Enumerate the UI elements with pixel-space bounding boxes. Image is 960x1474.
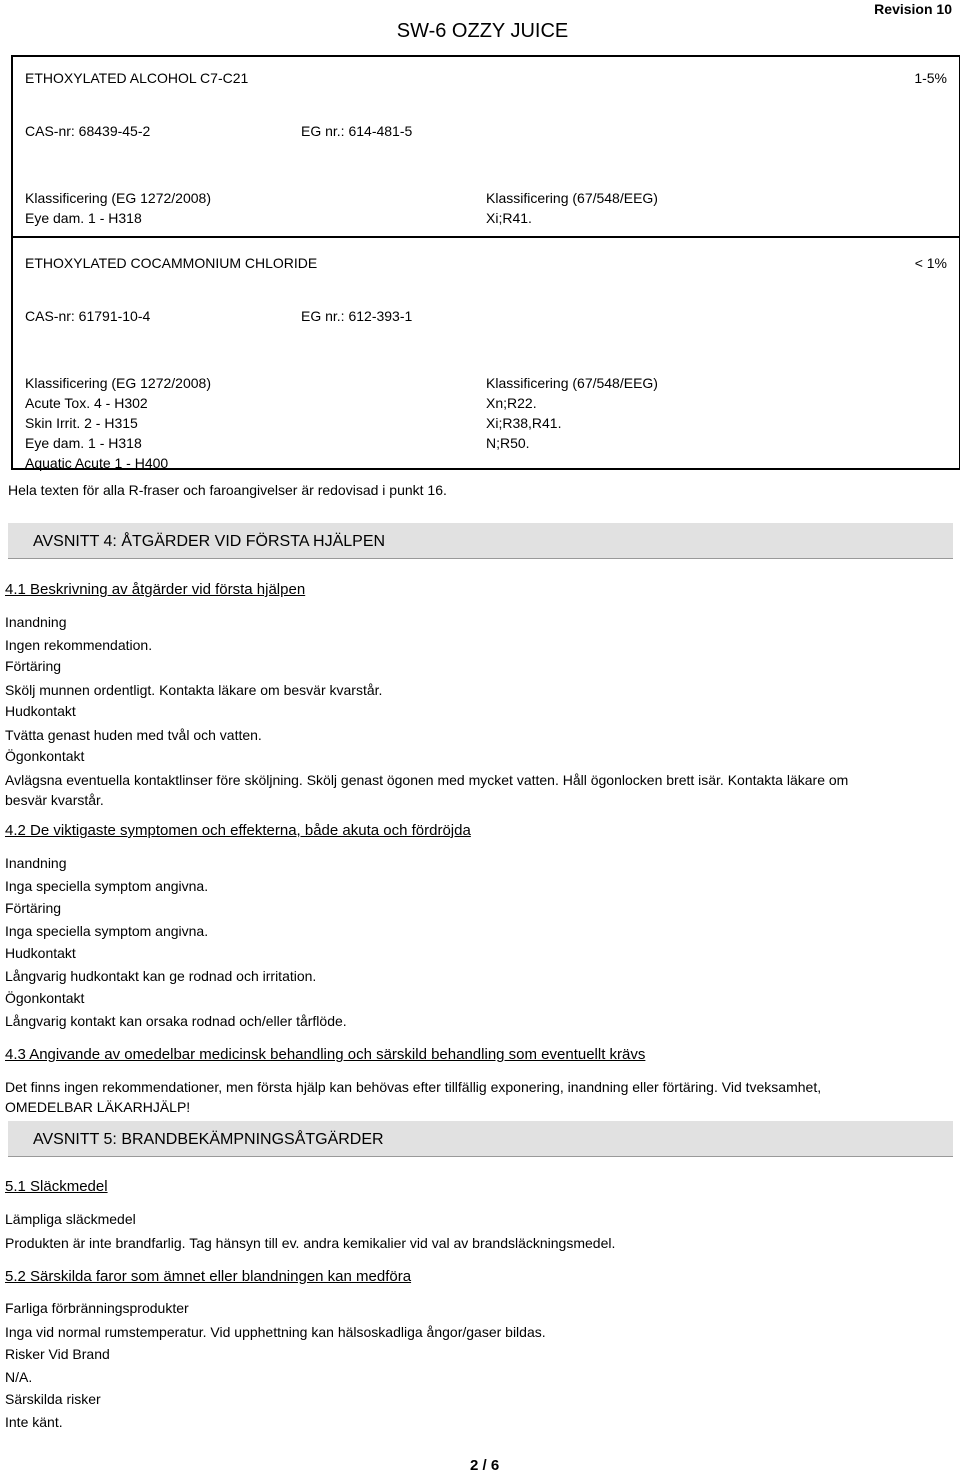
clp-classification-title: Klassificering (EG 1272/2008) (25, 375, 211, 391)
clp-classification-item: Aquatic Acute 1 - H400 (25, 455, 169, 471)
eg-number: EG nr.: 612-393-1 (301, 308, 413, 324)
value-extinguishing-media: Produkten är inte brandfarlig. Tag hänsyn till ev. andra kemikalier vid val av brandsläckningsmedel. (5, 1235, 616, 1251)
value-combustion-products: Inga vid normal rumstemperatur. Vid upphettning kan hälsoskadliga ångor/gaser bildas. (5, 1324, 546, 1340)
value-inhalation: Inga speciella symptom angivna. (5, 878, 209, 894)
page-number: 2 / 6 (470, 1457, 500, 1474)
section-4-title: AVSNITT 4: ÅTGÄRDER VID FÖRSTA HJÄLPEN (33, 533, 386, 550)
section-4-header (8, 523, 953, 559)
value-inhalation: Ingen rekommendation. (5, 637, 153, 653)
subsection-4-2-title: 4.2 De viktigaste symptomen och effekterna, både akuta och fördröjda (5, 822, 471, 839)
value-fire-risks: N/A. (5, 1369, 33, 1385)
value-ingestion: Inga speciella symptom angivna. (5, 923, 209, 939)
label-skin-contact: Hudkontakt (5, 945, 76, 961)
component-name: ETHOXYLATED COCAMMONIUM CHLORIDE (25, 255, 318, 271)
dsd-classification-title: Klassificering (67/548/EEG) (486, 375, 658, 391)
treatment-text-cont: OMEDELBAR LÄKARHJÄLP! (5, 1099, 191, 1115)
eg-number: EG nr.: 614-481-5 (301, 123, 413, 139)
revision-label: Revision 10 (874, 1, 952, 17)
label-special-risks: Särskilda risker (5, 1391, 101, 1407)
value-eye-contact: Avlägsna eventuella kontaktlinser före sköljning. Skölj genast ögonen med mycket vatten. Håll ögonlocken brett isär. Kontakta läkare om (5, 772, 849, 788)
value-ingestion: Skölj munnen ordentligt. Kontakta läkare om besvär kvarstår. (5, 682, 383, 698)
subsection-4-3-title: 4.3 Angivande av omedelbar medicinsk behandling och särskild behandling som eventuellt krävs (5, 1046, 646, 1063)
dsd-classification-title: Klassificering (67/548/EEG) (486, 190, 658, 206)
clp-classification-item: Acute Tox. 4 - H302 (25, 395, 148, 411)
label-fire-risks: Risker Vid Brand (5, 1346, 110, 1362)
dsd-classification-item: Xi;R41. (486, 210, 532, 226)
value-eye-contact-cont: besvär kvarstår. (5, 792, 104, 808)
component-name: ETHOXYLATED ALCOHOL C7-C21 (25, 70, 249, 86)
document-title: SW-6 OZZY JUICE (396, 20, 569, 42)
value-skin-contact: Långvarig hudkontakt kan ge rodnad och irritation. (5, 968, 317, 984)
cas-number: CAS-nr: 61791-10-4 (25, 308, 151, 324)
section-5-title: AVSNITT 5: BRANDBEKÄMPNINGSÅTGÄRDER (33, 1131, 384, 1148)
subsection-5-1-title: 5.1 Släckmedel (5, 1178, 108, 1195)
label-skin-contact: Hudkontakt (5, 703, 76, 719)
component-concentration: 1-5% (914, 70, 947, 86)
label-ingestion: Förtäring (5, 900, 62, 916)
section-5-header (8, 1121, 953, 1157)
label-ingestion: Förtäring (5, 658, 62, 674)
label-inhalation: Inandning (5, 855, 67, 871)
clp-classification-item: Eye dam. 1 - H318 (25, 210, 142, 226)
dsd-classification-item: Xn;R22. (486, 395, 537, 411)
treatment-text: Det finns ingen rekommendationer, men första hjälp kan behövas efter tillfällig exponering, inandning eller förtäring. Vid tveksamhet, (5, 1079, 822, 1095)
subsection-4-1-title: 4.1 Beskrivning av åtgärder vid första hjälpen (5, 581, 306, 598)
label-inhalation: Inandning (5, 614, 67, 630)
component-box-1 (11, 55, 960, 238)
clp-classification-item: Skin Irrit. 2 - H315 (25, 415, 138, 431)
dsd-classification-item: Xi;R38,R41. (486, 415, 562, 431)
label-combustion-products: Farliga förbränningsprodukter (5, 1300, 189, 1316)
label-eye-contact: Ögonkontakt (5, 990, 85, 1006)
cas-number: CAS-nr: 68439-45-2 (25, 123, 151, 139)
value-eye-contact: Långvarig kontakt kan orsaka rodnad och/eller tårflöde. (5, 1013, 347, 1029)
r-phrase-note: Hela texten för alla R-fraser och faroangivelser är redovisad i punkt 16. (8, 482, 447, 498)
clp-classification-title: Klassificering (EG 1272/2008) (25, 190, 211, 206)
label-eye-contact: Ögonkontakt (5, 748, 85, 764)
value-skin-contact: Tvätta genast huden med tvål och vatten. (5, 727, 262, 743)
component-box-2 (11, 236, 960, 470)
subsection-5-2-title: 5.2 Särskilda faror som ämnet eller blandningen kan medföra (5, 1268, 412, 1285)
dsd-classification-item: N;R50. (486, 435, 530, 451)
value-special-risks: Inte känt. (5, 1414, 63, 1430)
clp-classification-item: Eye dam. 1 - H318 (25, 435, 142, 451)
label-extinguishing-media: Lämpliga släckmedel (5, 1211, 136, 1227)
component-concentration: < 1% (914, 255, 947, 271)
